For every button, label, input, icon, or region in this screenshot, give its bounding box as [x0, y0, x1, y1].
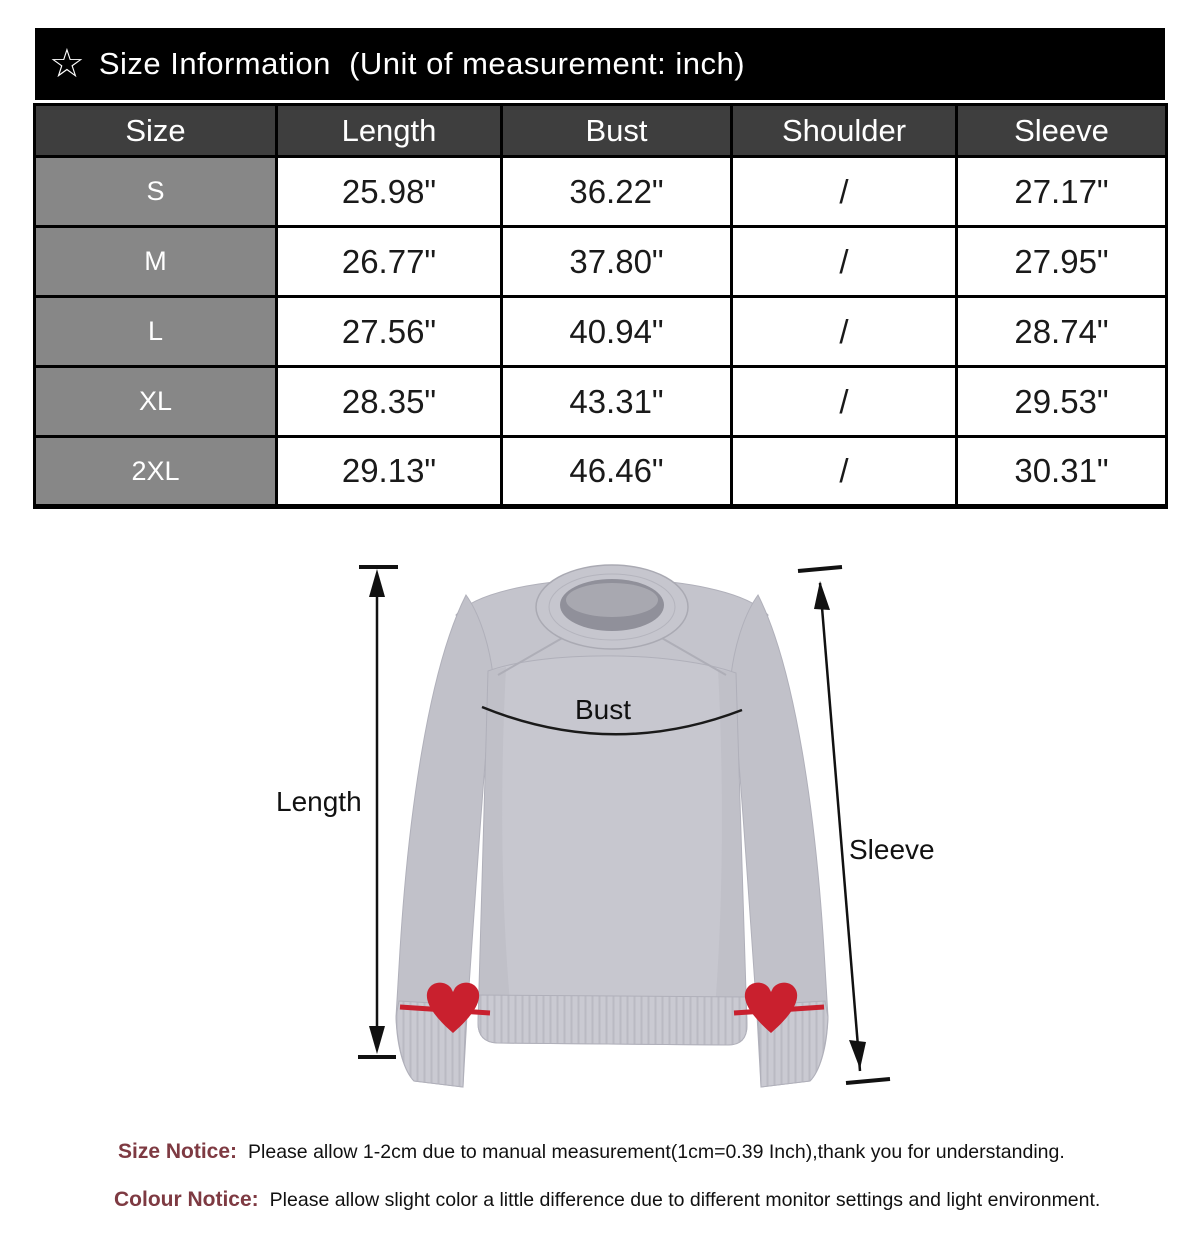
table-row-l	[35, 297, 1167, 367]
size-notice	[118, 1140, 1065, 1164]
sweater-measurement-diagram	[260, 555, 960, 1100]
length-cell: 25.98"	[277, 157, 502, 227]
shoulder-cell: /	[732, 367, 957, 437]
length-cell: 29.13"	[277, 437, 502, 507]
header-row	[35, 105, 1167, 157]
length-cell: 26.77"	[277, 227, 502, 297]
colour-notice-text: Please allow slight color a little difference due to different monitor settings and light environment.	[269, 1189, 1101, 1211]
shoulder-cell: /	[732, 297, 957, 367]
size-cell: 2XL	[35, 437, 277, 507]
bust-cell: 36.22"	[502, 157, 732, 227]
length-cell: 28.35"	[277, 367, 502, 437]
length-cell: 27.56"	[277, 297, 502, 367]
table-row-2xl	[35, 437, 1167, 507]
page-title: Size Information (Unit of measurement: inch)	[98, 46, 746, 81]
shoulder-cell: /	[732, 157, 957, 227]
size-cell: XL	[35, 367, 277, 437]
colour-notice-label: Colour Notice:	[114, 1188, 259, 1211]
length-measure-arrow	[358, 567, 398, 1057]
table-row-m	[35, 227, 1167, 297]
sleeve-cell: 27.95"	[957, 227, 1167, 297]
shoulder-cell: /	[732, 437, 957, 507]
bust-cell: 43.31"	[502, 367, 732, 437]
table-row-xl	[35, 367, 1167, 437]
size-notice-text: Please allow 1-2cm due to manual measurement(1cm=0.39 Inch),thank you for understanding.	[248, 1141, 1065, 1163]
sleeve-cell: 29.53"	[957, 367, 1167, 437]
size-table-body	[35, 157, 1167, 507]
sleeve-cell: 28.74"	[957, 297, 1167, 367]
col-header-sleeve: Sleeve	[957, 105, 1167, 157]
size-cell: L	[35, 297, 277, 367]
star-icon: ☆	[49, 41, 85, 87]
col-header-bust: Bust	[502, 105, 732, 157]
colour-notice	[114, 1188, 1100, 1212]
sleeve-label: Sleeve	[849, 834, 935, 865]
shoulder-cell: /	[732, 227, 957, 297]
size-table-header	[35, 105, 1167, 157]
bust-cell: 46.46"	[502, 437, 732, 507]
col-header-length: Length	[277, 105, 502, 157]
size-cell: M	[35, 227, 277, 297]
title-bar	[35, 28, 1165, 100]
col-header-shoulder: Shoulder	[732, 105, 957, 157]
size-notice-label: Size Notice:	[118, 1140, 238, 1163]
length-label: Length	[276, 786, 362, 817]
bust-cell: 40.94"	[502, 297, 732, 367]
sweater-graphic	[396, 565, 828, 1087]
col-header-size: Size	[35, 105, 277, 157]
size-table	[33, 103, 1168, 509]
sleeve-cell: 27.17"	[957, 157, 1167, 227]
bust-label: Bust	[575, 694, 632, 725]
table-row-s	[35, 157, 1167, 227]
size-cell: S	[35, 157, 277, 227]
bust-cell: 37.80"	[502, 227, 732, 297]
sleeve-cell: 30.31"	[957, 437, 1167, 507]
